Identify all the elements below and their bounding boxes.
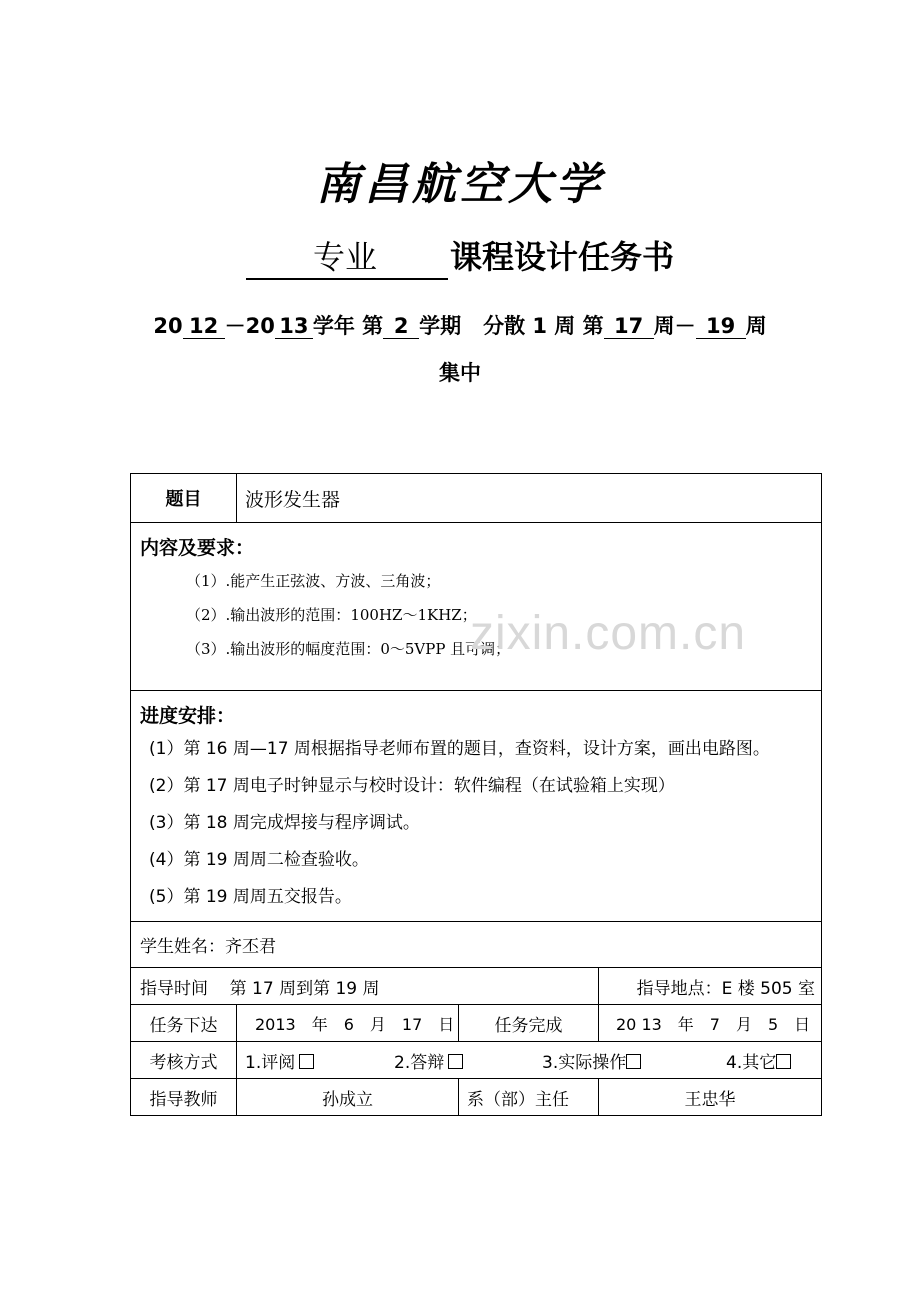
progress-label: 进度安排： <box>140 705 236 727</box>
assess-option-practical[interactable]: 3.实际操作 <box>542 1048 726 1073</box>
assess-option-review[interactable]: 1.评阅 <box>245 1048 394 1073</box>
university-logo: 南昌航空大学 <box>316 159 604 210</box>
progress-item: (5）第 19 周周五交报告。 <box>149 887 352 907</box>
complete-label: 任务完成 <box>459 1005 599 1042</box>
semester-suffix: 学期 <box>419 314 462 338</box>
week-between: 周－ <box>653 314 696 338</box>
checkbox-icon[interactable] <box>448 1054 463 1069</box>
year-prefix: 20 <box>153 314 183 338</box>
checkbox-icon[interactable] <box>299 1054 314 1069</box>
student-cell <box>131 922 822 968</box>
progress-cell <box>131 691 822 922</box>
progress-item: (1）第 16 周—17 周根据指导老师布置的题目，查资料，设计方案，画出电路图。 <box>149 739 770 759</box>
assign-date: 2013 年 6 月 17 日 <box>237 1005 459 1042</box>
guide-time-cell <box>131 968 599 1005</box>
dept-head: 王忠华 <box>599 1079 822 1116</box>
week-start-blank: 17 <box>604 314 654 339</box>
dept-label: 系（部）主任 <box>459 1079 599 1116</box>
mode-centralized: 集中 <box>439 361 481 385</box>
progress-item: (2）第 17 周电子时钟显示与校时设计：软件编程（在试验箱上实现） <box>149 776 675 796</box>
mode-text: 分散 1 周 第 <box>483 314 604 338</box>
year1-blank: 12 <box>183 314 225 339</box>
complete-date: 20 13 年 7 月 5 日 <box>599 1005 822 1042</box>
topic-label: 题目 <box>131 474 237 523</box>
year2-blank: 13 <box>275 314 313 339</box>
task-form <box>130 473 822 1116</box>
checkbox-icon[interactable] <box>776 1054 791 1069</box>
guide-place: 指导地点：E 楼 505 室 <box>599 968 822 1005</box>
topic-value: 波形发生器 <box>237 474 822 523</box>
student-label: 学生姓名： <box>140 937 225 957</box>
document-title <box>0 232 920 280</box>
major-blank: 专业 <box>246 232 448 280</box>
content-label: 内容及要求： <box>140 537 255 559</box>
year-dash: －20 <box>224 314 275 338</box>
term-line <box>0 310 920 340</box>
week-end-blank: 19 <box>696 314 746 339</box>
progress-item: (3）第 18 周完成焊接与程序调试。 <box>149 813 420 833</box>
watermark: zixin.com.cn <box>470 607 747 660</box>
student-name: 齐丕君 <box>225 937 276 957</box>
year-suffix: 学年 第 <box>312 314 384 338</box>
title-main: 课程设计任务书 <box>449 238 674 276</box>
assess-options <box>237 1042 822 1079</box>
requirement-item: （2）.输出波形的范围：100HZ～1KHZ； <box>186 606 477 624</box>
semester-blank: 2 <box>383 314 419 339</box>
assess-label: 考核方式 <box>131 1042 237 1079</box>
assign-label: 任务下达 <box>131 1005 237 1042</box>
week-suffix: 周 <box>745 314 767 338</box>
checkbox-icon[interactable] <box>626 1054 641 1069</box>
guide-time-label: 指导时间 <box>140 978 208 999</box>
teacher-name: 孙成立 <box>237 1079 459 1116</box>
requirement-item: （1）.能产生正弦波、方波、三角波； <box>186 572 441 590</box>
assess-option-defense[interactable]: 2.答辩 <box>394 1048 542 1073</box>
teacher-label: 指导教师 <box>131 1079 237 1116</box>
assess-option-other[interactable]: 4.其它 <box>726 1053 791 1073</box>
requirement-item: （3）.输出波形的幅度范围：0～5VPP 且可调； <box>186 640 511 658</box>
guide-time-value: 第 17 周到第 19 周 <box>229 978 380 999</box>
progress-item: (4）第 19 周周二检查验收。 <box>149 850 369 870</box>
